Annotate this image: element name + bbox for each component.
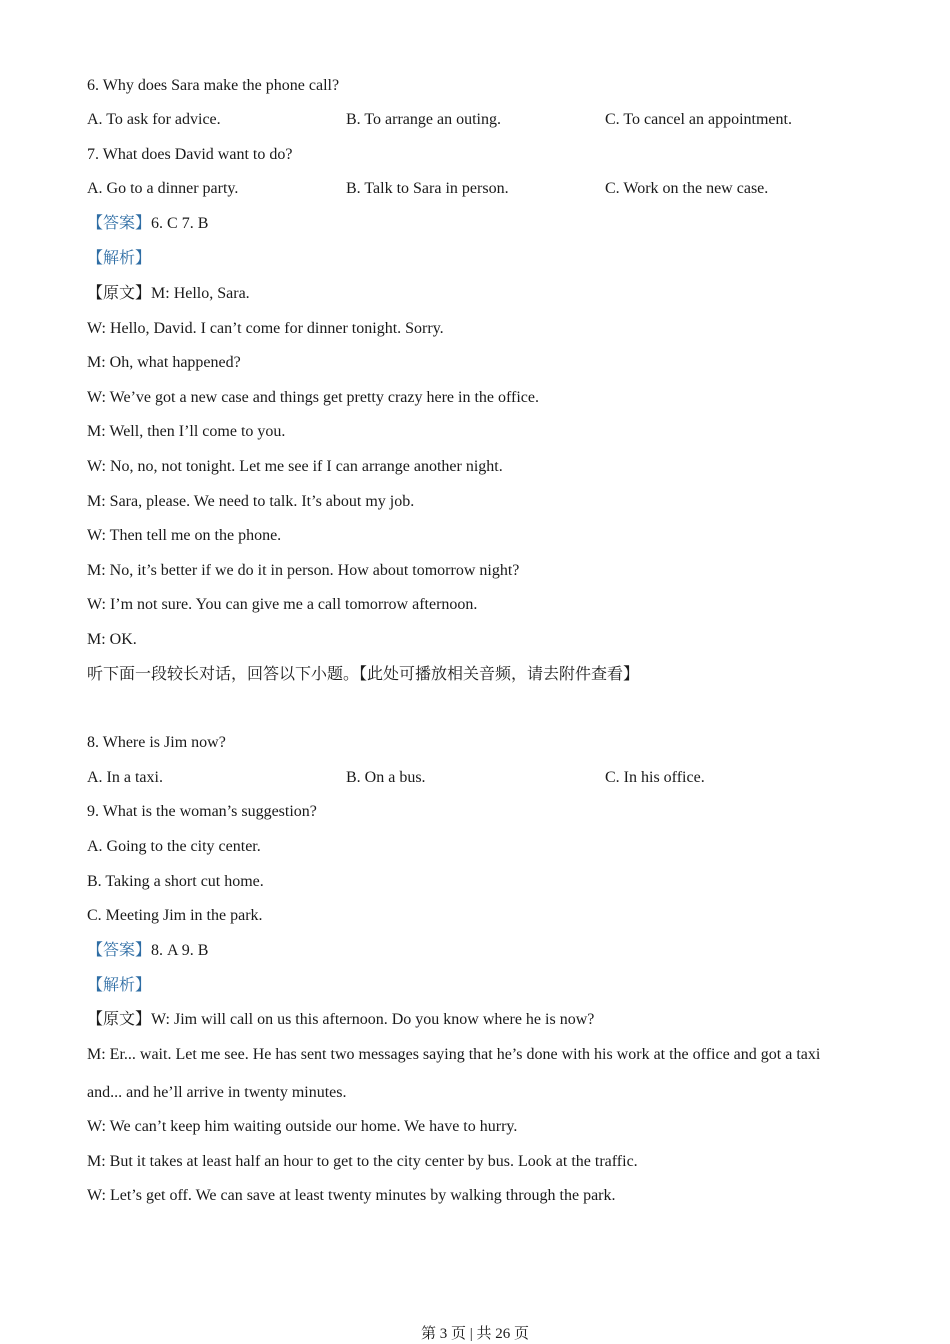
q7-option-a: A. Go to a dinner party. <box>87 180 239 197</box>
q8-option-a: A. In a taxi. <box>87 769 163 786</box>
transcript-line: M: Sara, please. We need to talk. It’s about my job. <box>87 493 415 510</box>
answer-line-2 <box>87 941 208 961</box>
transcript-line: M: OK. <box>87 631 137 648</box>
analysis-label-1: 【解析】 <box>87 250 152 267</box>
transcript-line: and... and he’ll arrive in twenty minutes. <box>87 1084 347 1101</box>
answer-text: 8. A 9. B <box>151 942 209 959</box>
listening-instruction: 听下面一段较长对话，回答以下小题。【此处可播放相关音频，请去附件查看】 <box>87 666 640 683</box>
transcript-line: M: No, it’s better if we do it in person. How about tomorrow night? <box>87 562 520 579</box>
answer-label: 【答案】 <box>87 215 152 232</box>
question-7: 7. What does David want to do? <box>87 146 293 163</box>
transcript-line: M: Oh, what happened? <box>87 354 241 371</box>
q6-option-a: A. To ask for advice. <box>87 111 221 128</box>
q7-option-b: B. Talk to Sara in person. <box>346 180 509 197</box>
transcript-line: W: We can’t keep him waiting outside our home. We have to hurry. <box>87 1118 518 1135</box>
transcript-line: M: But it takes at least half an hour to get to the city center by bus. Look at the traffic. <box>87 1153 638 1170</box>
q6-option-b: B. To arrange an outing. <box>346 111 501 128</box>
transcript-line: M: Er... wait. Let me see. He has sent two messages saying that he’s done with his work at the office and got a taxi <box>87 1046 821 1063</box>
transcript-line: W: We’ve got a new case and things get pretty crazy here in the office. <box>87 389 540 406</box>
answer-line-1 <box>87 214 208 234</box>
q8-option-c: C. In his office. <box>605 769 705 786</box>
analysis-label-2: 【解析】 <box>87 977 152 994</box>
answer-label: 【答案】 <box>87 942 152 959</box>
transcript-line: W: No, no, not tonight. Let me see if I can arrange another night. <box>87 458 503 475</box>
transcript-line: 【原文】W: Jim will call on us this afternoon. Do you know where he is now? <box>87 1011 595 1028</box>
q9-option-b: B. Taking a short cut home. <box>87 873 264 890</box>
q9-option-c: C. Meeting Jim in the park. <box>87 907 263 924</box>
transcript-line: W: I’m not sure. You can give me a call tomorrow afternoon. <box>87 596 478 613</box>
source-label: 【原文】 <box>87 1011 152 1028</box>
answer-text: 6. C 7. B <box>151 215 209 232</box>
q6-option-c: C. To cancel an appointment. <box>605 111 792 128</box>
transcript-line: 【原文】M: Hello, Sara. <box>87 285 250 302</box>
question-8: 8. Where is Jim now? <box>87 734 226 751</box>
transcript-line: W: Let’s get off. We can save at least twenty minutes by walking through the park. <box>87 1187 616 1204</box>
q7-option-c: C. Work on the new case. <box>605 180 769 197</box>
transcript-line: W: Hello, David. I can’t come for dinner tonight. Sorry. <box>87 320 444 337</box>
q8-option-b: B. On a bus. <box>346 769 426 786</box>
question-6: 6. Why does Sara make the phone call? <box>87 77 340 94</box>
q9-option-a: A. Going to the city center. <box>87 838 261 855</box>
page-footer: 第 3 页 | 共 26 页 <box>420 1326 529 1342</box>
transcript-line: M: Well, then I’ll come to you. <box>87 423 286 440</box>
transcript-line: W: Then tell me on the phone. <box>87 527 282 544</box>
source-label: 【原文】 <box>87 285 152 302</box>
question-9: 9. What is the woman’s suggestion? <box>87 803 317 820</box>
